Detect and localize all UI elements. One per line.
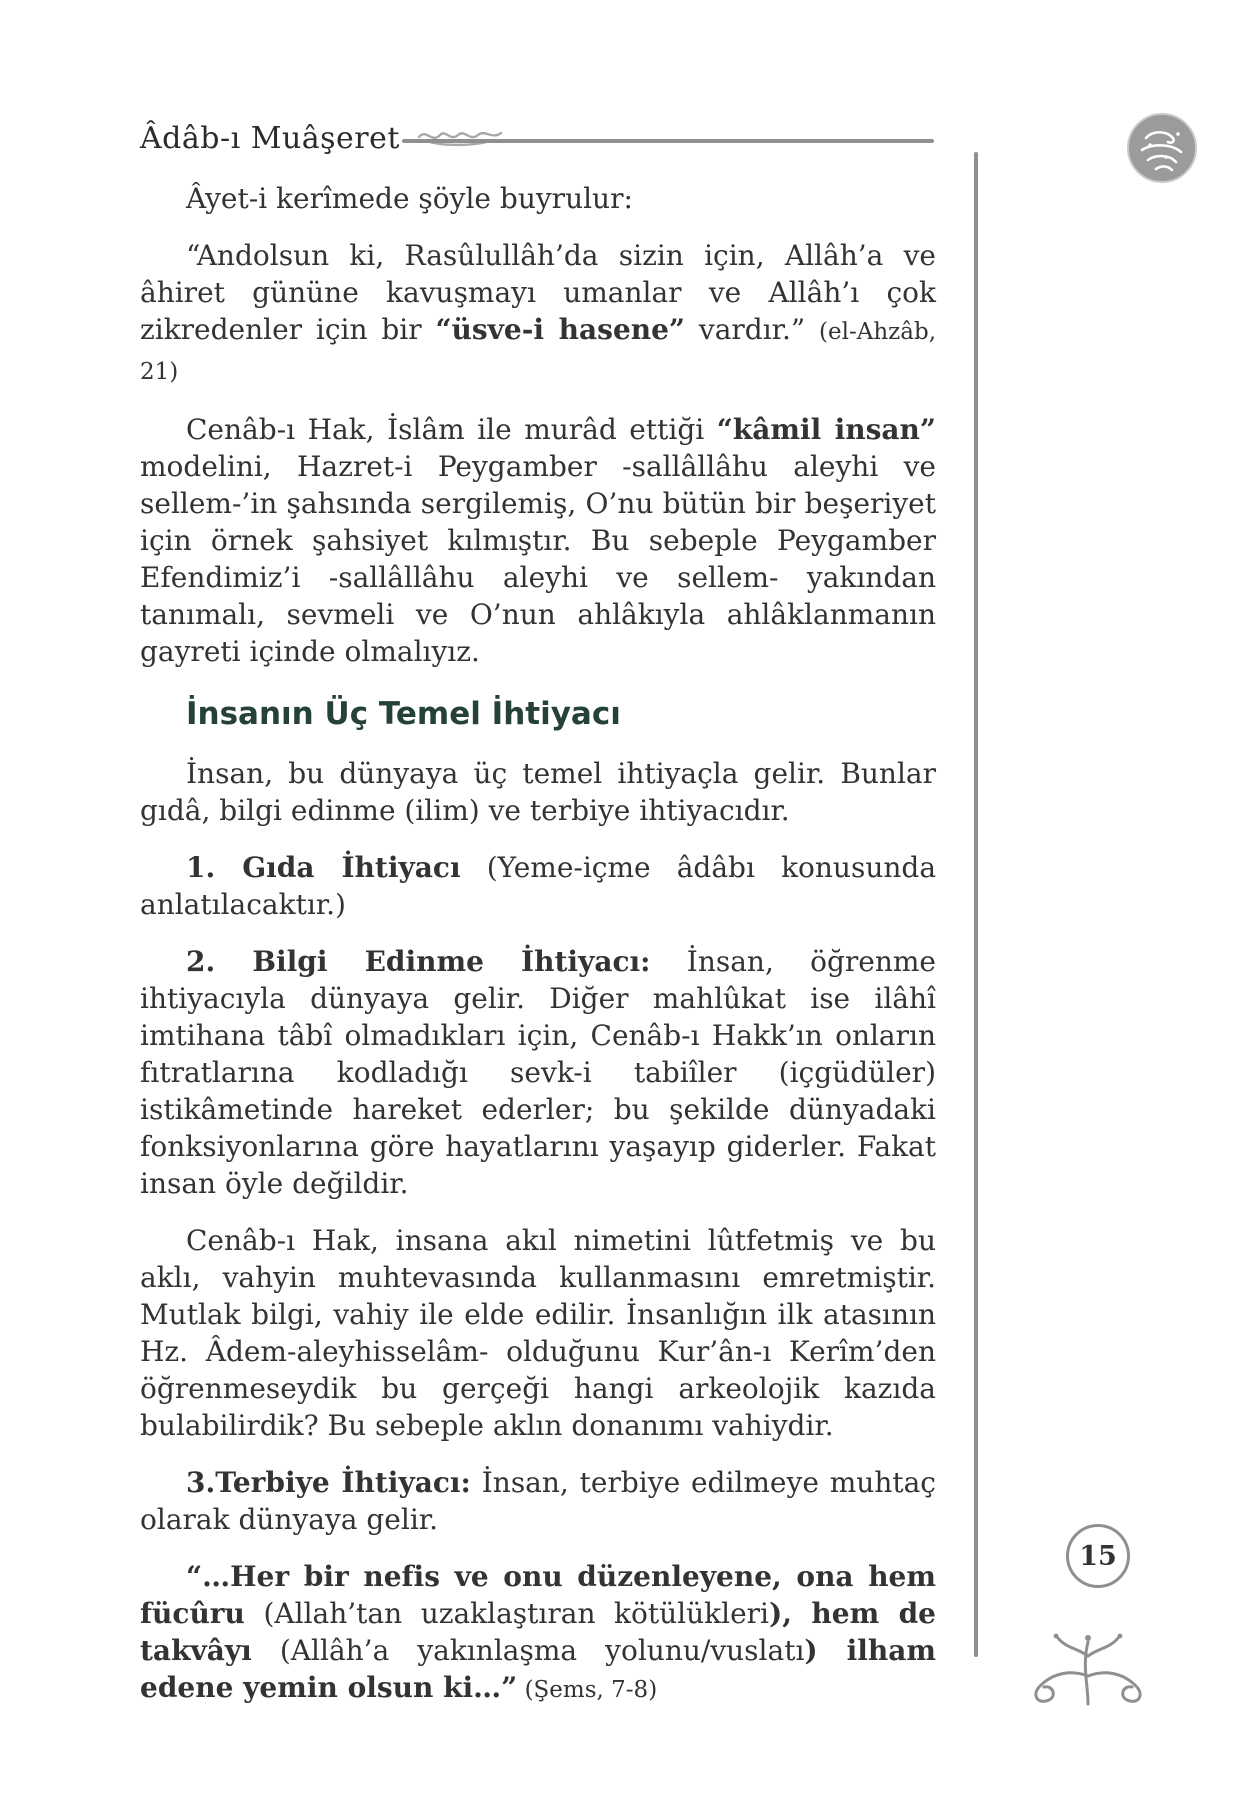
header-rule (402, 139, 934, 143)
body-text: Cenâb-ı Hak, İslâm ile murâd ettiği (186, 413, 717, 446)
body-text: modelini, Hazret-i Peygamber -sallâllâhu aleyhi ve sellem-’in şahsında sergilemiş, O’nu bütün bir beşeriyet için örnek şahsiyet kılmıştır. Bu sebeple Peygamber Efendimiz’i -sallâllâhu aleyhi ve sellem- yakından tanımalı, sevmeli ve O’nun ahlâkıyla ahlâklanmanın gayreti içinde olmalıyız. (140, 450, 936, 668)
body-text: Cenâb-ı Hak, insana akıl nimetini lûtfetmiş ve bu aklı, vahyin muhtevasında kullanmasını emretmiştir. Mutlak bilgi, vahiy ile elde edilir. İnsanlığın ilk atasının Hz. Âdem-aleyhisselâm- olduğunu Kur’ân-ı Kerîm’den öğrenmeseydik bu gerçeği hangi arkeolojik kazıda bulabilirdik? Bu sebeple aklın donanımı vahiydir. (140, 1224, 936, 1443)
paragraph (140, 849, 936, 923)
floral-flourish-icon (1016, 1626, 1160, 1712)
calligraphic-squiggle-icon (416, 124, 504, 152)
body-text: İnsan, bu dünyaya üç temel ihtiyaçla gelir. Bunlar gıdâ, bilgi edinme (ilim) ve terbiye ihtiyacıdır. (140, 757, 936, 828)
paragraph (140, 1222, 936, 1444)
page-header (140, 116, 504, 160)
body-text: İnsan, öğrenme ihtiyacıyla dünyaya gelir. Diğer mahlûkat ise ilâhî imtihana tâbî olmadıkları için, Cenâb-ı Hakk’ın onların fıtratlarına kodladığı sevk-i tabiîler (içgüdüler) istikâmetinde hareket ederler; bu şekilde dünyadaki fonksiyonlarına göre hayatlarını yaşayıp giderler. Fakat insan öyle değildir. (140, 945, 937, 1201)
emphasis-text: 3.Terbiye İhtiyacı: (186, 1466, 471, 1500)
emphasis-text: “üsve-i hasene” (435, 313, 686, 346)
paragraph (140, 1464, 936, 1538)
body-text: Âyet-i kerîmede şöyle buyrulur: (186, 182, 633, 215)
citation-text: (Şems, 7-8) (517, 1677, 658, 1704)
body-text: (Allah’tan uzaklaştıran kötülükleri (244, 1597, 769, 1631)
emphasis-text: “kâmil insan” (716, 413, 936, 446)
salawat-seal-icon (1126, 112, 1198, 184)
emphasis-text: ), hem de takvâyı (140, 1597, 936, 1668)
emphasis-text: 1. Gıda İhtiyacı (186, 851, 461, 885)
right-margin-rule (974, 152, 978, 1657)
body-text: (Yeme-içme âdâbı konusunda anlatılacaktır.) (140, 851, 937, 922)
body-text: “Andolsun ki, Rasûlullâh’da sizin için, Allâh’a ve âhiret gününe kavuşmayı umanlar ve Allâh’ı çok zikredenler için bir (140, 239, 936, 346)
paragraph (140, 180, 936, 217)
citation-text: (el-Ahzâb, 21) (140, 319, 937, 385)
article-body (140, 180, 936, 1729)
emphasis-text: “…Her bir nefis ve onu düzenleyene, ona hem fücûru (140, 1560, 936, 1631)
body-text: İnsan, terbiye edilmeye muhtaç olarak dünyaya gelir. (140, 1466, 936, 1537)
paragraph (140, 411, 936, 670)
paragraph (140, 943, 936, 1202)
section-heading: İnsanın Üç Temel İhtiyacı (186, 696, 621, 732)
paragraph (140, 237, 936, 391)
page-number-badge (1066, 1524, 1130, 1588)
body-text: vardır.” (685, 313, 820, 346)
page-number: 15 (1079, 1540, 1117, 1572)
emphasis-text: ) ilham edene yemin olsun ki…” (140, 1634, 936, 1705)
emphasis-text: 2. Bilgi Edinme İhtiyacı: (186, 945, 651, 979)
running-head-title: Âdâb-ı Muâşeret (140, 120, 400, 156)
paragraph (140, 1558, 936, 1709)
paragraph (140, 755, 936, 829)
body-text: (Allâh’a yakınlaşma yolunu/vuslatı (251, 1634, 805, 1668)
